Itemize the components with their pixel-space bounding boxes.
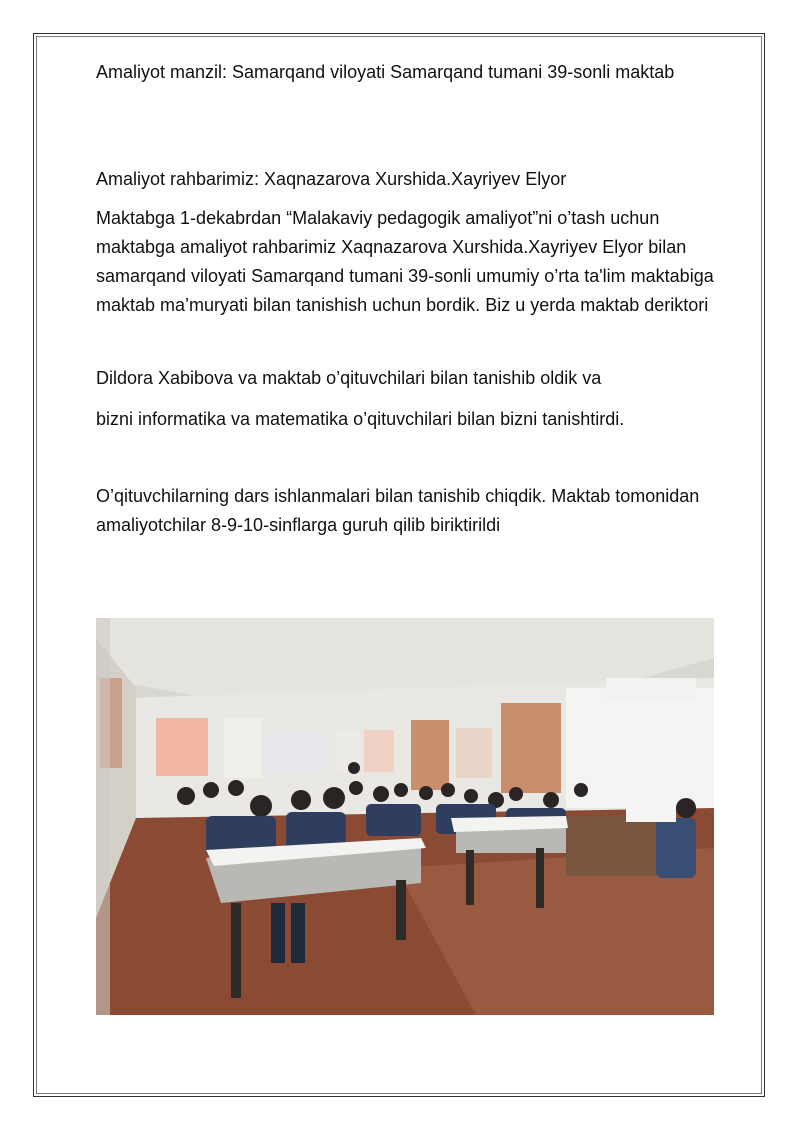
paragraph-assignment: O’qituvchilarning dars ishlanmalari bilan tanishib chiqdik. Maktab tomonidan amaliyotchilar 8-9-10-sinflarga guruh qilib biriktirildi [96, 486, 700, 535]
paragraph-visit: Maktabga 1-dekabrdan “Malakaviy pedagogik amaliyot”ni o’tash uchun maktabga amaliyot rahbarimiz Xaqnazarova Xurshida.Xayriyev Elyor bilan samarqand viloyati Samarqand tumani 39-sonli umumiy o’rta ta'lim maktabiga maktab ma’muryati bilan tanishish uchun bordik. Biz u yerda maktab deriktori [96, 208, 714, 315]
paragraph-address: Amaliyot manzil: Samarqand viloyati Samarqand tumani 39-sonli maktab [96, 62, 675, 82]
paragraph-supervisor: Amaliyot rahbarimiz: Xaqnazarova Xurshida.Xayriyev Elyor [96, 169, 567, 189]
classroom-photo [96, 618, 714, 1015]
paragraph-teachers: bizni informatika va matematika o’qituvchilari bilan bizni tanishtirdi. [96, 409, 625, 429]
paragraph-director: Dildora Xabibova va maktab o’qituvchilari bilan tanishib oldik va [96, 368, 602, 388]
classroom-photo-icon [96, 618, 714, 1015]
